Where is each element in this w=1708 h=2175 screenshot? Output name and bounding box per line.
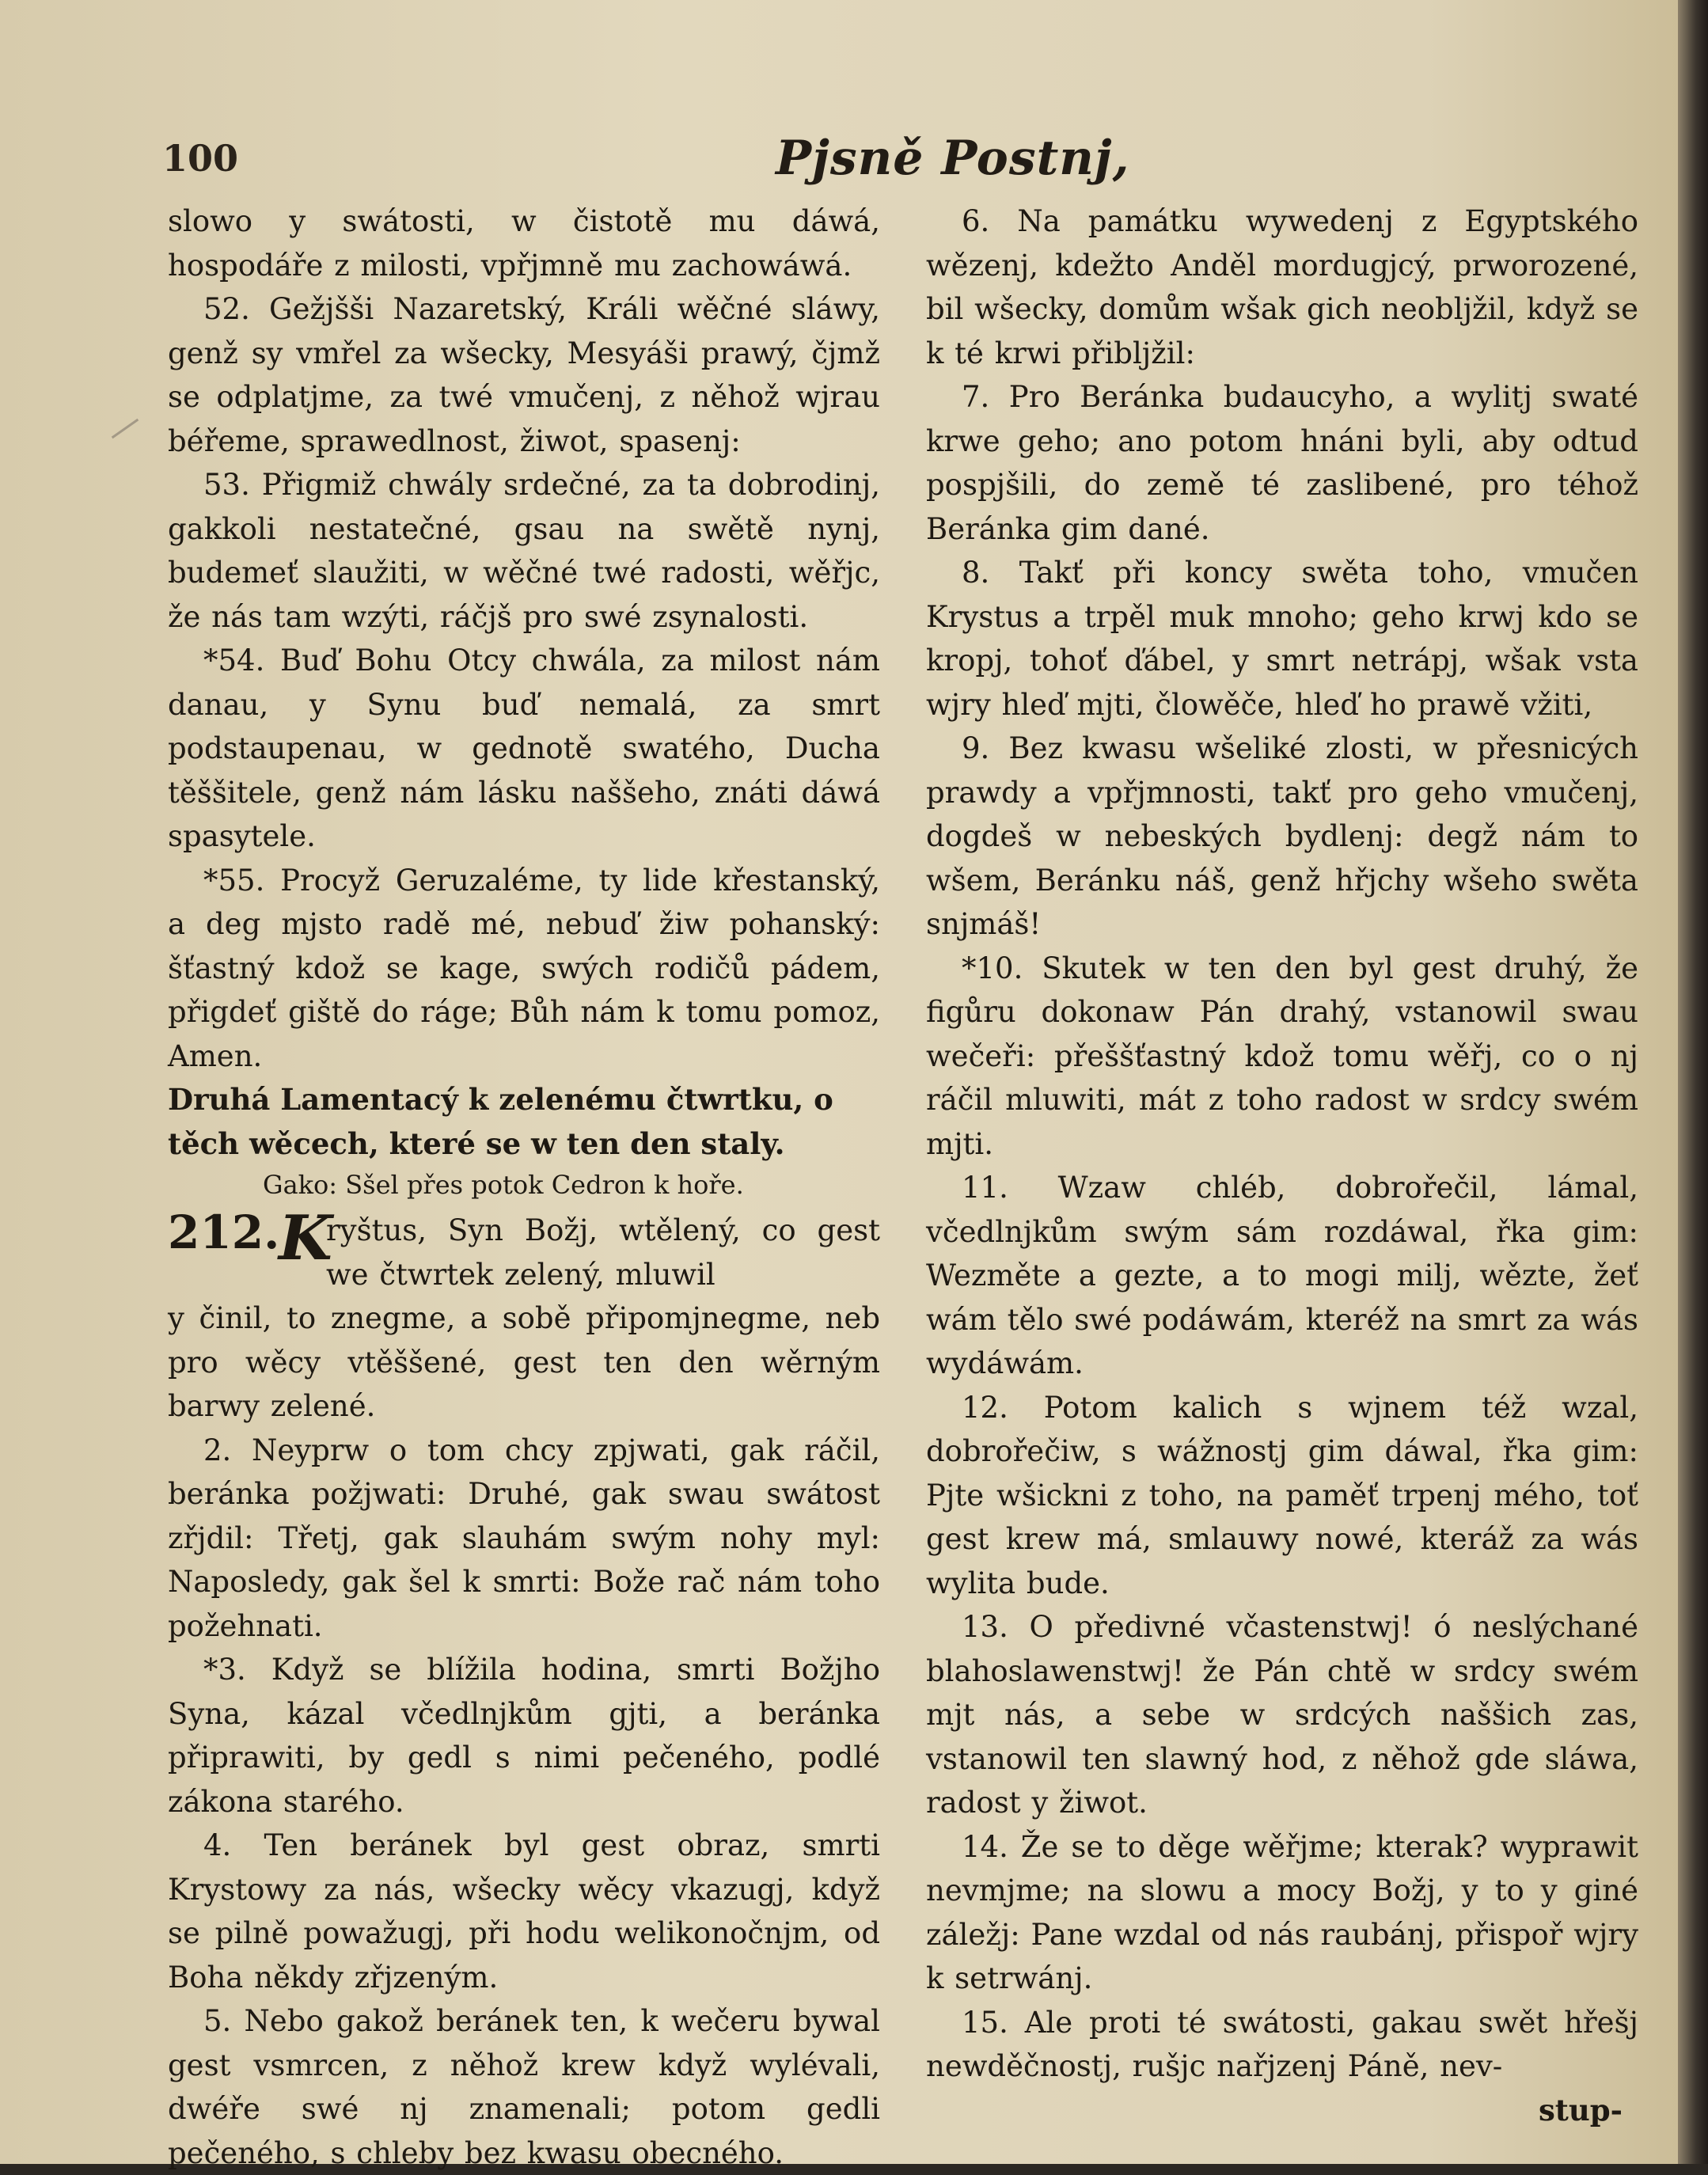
pencil-mark [112,419,139,438]
verse: 13. O předivné včastenstwj! ó neslýchané blahoslawenstwj! že Pán chtě w srdcy swém mjt nás, a sebe w srdcých naššich zas, vstanowil ten slawný hod, z něhož gde sláwa, radost y žiwot. [926,1610,1638,1820]
verse: 11. Wzaw chléb, dobrořečil, lámal, včedlnjkům swým sám rozdáwal, řka gim: Wezměte a gezte, a to mogi milj, wězte, žeť wám tělo swé podáwám, kteréž na smrt za wás wydáwám. [926,1171,1638,1380]
paragraph: slowo y swátosti, w čistotě mu dáwá, hospodáře z milosti, vpřjmně mu zachowáwá. [168,204,880,283]
tune-indication: Gako: Sšel přes potok Cedron k hoře. [263,1170,744,1200]
hymn-opening [168,1202,880,1296]
verse: 5. Nebo gakož beránek ten, k wečeru bywal gest vsmrcen, z něhož krew když wylévali, dwéře swé nj znamenali; potom gedli pečeného, s chleby bez kwasu obecného. [168,2004,880,2170]
verse: *10. Skutek w ten den byl gest druhý, že figůru dokonaw Pán drahý, vstanowil swau wečeři: přeššťastný kdož tomu wěřj, co o nj ráčil mluwiti, mát z toho radost w srdcy swém mjti. [926,951,1638,1161]
verse: 12. Potom kalich s wjnem též wzal, dobrořečiw, s wážnostj gim dáwal, řka gim: Pjte wšickni z toho, na paměť trpenj mého, toť gest krew má, smlauwy nowé, kteráž za wás wylita bude. [926,1390,1638,1600]
verse: 14. Že se to děge wěřjme; kterak? wyprawit nevmjme; na slowu a mocy Božj, y to y giné záležj: Pane wzdal od nás raubánj, přispoř wjry k setrwánj. [926,1829,1638,1995]
verse: 6. Na památku wywedenj z Egyptského wězenj, kdežto Anděl mordugjcý, prworozené, bil wšecky, domům wšak gich neobljžil, když se k té krwi přibljžil: [926,204,1638,370]
paragraph: *55. Procyž Geruzaléme, ty lide křestanský, a deg mjsto radě mé, nebuď žiw pohanský: šťastný kdož se kage, swých rodičů pádem, přigdeť giště do ráge; Bůh nám k tomu pomoz, Amen. [168,863,880,1073]
verse: 4. Ten beránek byl gest obraz, smrti Krystowy za nás, wšecky wěcy vkazugj, když se pilně powažugj, při hodu welikonočnjm, od Boha někdy zřjzeným. [168,1828,880,1995]
hymn-verse-1: y činil, to znegme, a sobě připomjnegme, neb pro wěcy vtěššené, gest ten den wěrným barwy zelené. [168,1301,880,1423]
paragraph: *54. Buď Bohu Otcy chwála, za milost nám danau, y Synu buď nemalá, za smrt podstaupenau, w gednotě swatého, Ducha těššitele, genž nám lásku naššeho, znáti dáwá spasytele. [168,643,880,853]
catchword: stup- [1538,2092,1623,2128]
left-column [168,199,880,2175]
binding-shadow [1678,0,1708,2164]
verse: 9. Bez kwasu wšeliké zlosti, w přesnicých prawdy a vpřjmnosti, takť pro geho vmučenj, dogdeš w nebeských bydlenj: degž nám to wšem, Beránku náš, genž hřjchy wšeho swěta snjmáš! [926,731,1638,941]
right-column [926,199,1638,2132]
hymn-number: 212. [168,1205,280,1259]
running-title: Pjsně Postnj, [776,131,1130,186]
paragraph: 52. Gežjšši Nazaretský, Králi wěčné sláwy, genž sy vmřel za wšecky, Mesyáši prawý, čjmž se odplatjme, za twé vmučenj, z něhož wjrau béřeme, sprawedlnost, žiwot, spasenj: [168,292,880,458]
verse: 8. Takť při koncy swěta toho, vmučen Krystus a trpěl muk mnoho; geho krwj kdo se kropj, tohoť ďábel, y smrt netrápj, wšak vsta wjry hleď mjti, člowěče, hleď ho prawě vžiti, [926,556,1638,722]
verse: *3. Když se blížila hodina, smrti Božjho Syna, kázal včedlnjkům gjti, a beránka připrawiti, by gedl s nimi pečeného, podlé zákona starého. [168,1653,880,1819]
verse: 7. Pro Beránka budaucyho, a wylitj swaté krwe geho; ano potom hnáni byli, aby odtud pospjšili, do země té zaslibené, pro téhož Beránka gim dané. [926,380,1638,546]
paragraph: 53. Přigmiž chwály srdečné, za ta dobrodinj, gakkoli nestatečné, gsau na swětě nynj, budemeť slaužiti, w wěčné twé radosti, wěřjc, že nás tam wzýti, ráčjš pro swé zsynalosti. [168,468,880,634]
page-number: 100 [162,137,239,180]
hymn-first-lines: ryštus, Syn Božj, wtělený, co gest we čtwrtek zelený, mluwil [326,1213,880,1292]
verse: 2. Neyprw o tom chcy zpjwati, gak ráčil, beránka požjwati: Druhé, gak swau swátost zřjdil: Třetj, gak slauhám swým nohy myl: Naposledy, gak šel k smrti: Bože rač nám toho požehnati. [168,1433,880,1643]
verse: 15. Ale proti té swátosti, gakau swět hřešj newděčnostj, rušjc nařjzenj Páně, nev- [926,2005,1638,2083]
drop-cap: K [279,1202,332,1274]
page-header [0,131,1678,194]
section-heading: Druhá Lamentacý k zelenému čtwrtku, o těch wěcech, které se w ten den staly. [168,1082,833,1161]
